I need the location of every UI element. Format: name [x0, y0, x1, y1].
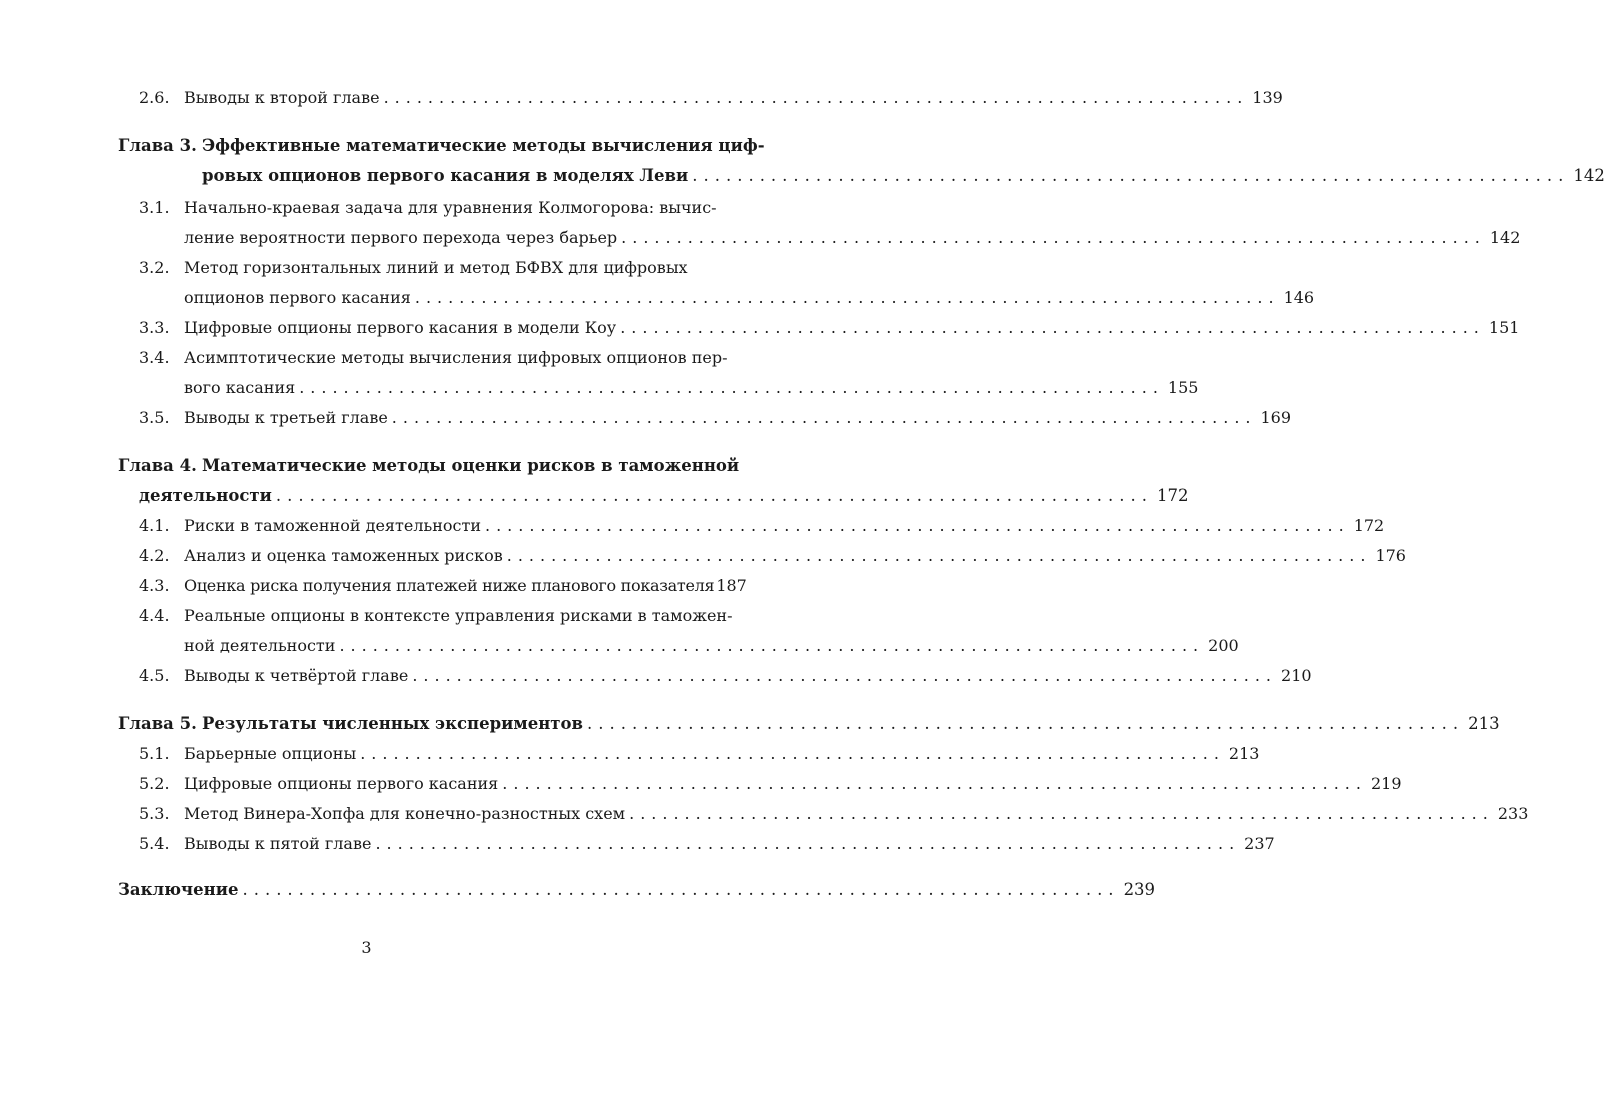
leader-dots: ..............................................................................	[692, 166, 1570, 185]
page-ref: 239	[1123, 880, 1156, 899]
leader-dots: ..............................................................................	[506, 546, 1372, 565]
leader-dots: ..............................................................................	[339, 636, 1205, 655]
toc-entry-3-2-line2	[184, 288, 1315, 308]
leader-dots: ..............................................................................	[586, 714, 1465, 733]
page-ref: 146	[1283, 288, 1315, 307]
chapter-title: Эффективные математические методы вычисления циф-	[202, 136, 765, 155]
page-ref: 210	[1281, 666, 1312, 685]
page-ref: 176	[1375, 546, 1406, 565]
section-title: Выводы к второй главе	[184, 88, 380, 107]
page-ref: 237	[1244, 834, 1275, 853]
section-number: 4.5.	[139, 666, 170, 685]
chapter-number: Глава 4.	[118, 456, 197, 475]
page-ref: 172	[1156, 486, 1189, 505]
toc-entry-4-4-line2	[184, 636, 1239, 656]
toc-entry-4-2	[139, 546, 1406, 566]
page-ref: 172	[1353, 516, 1385, 535]
page-ref: 213	[1468, 714, 1500, 733]
toc-entry-4-3	[139, 576, 747, 596]
leader-dots: ..............................................................................	[391, 408, 1257, 427]
section-number: 5.1.	[139, 744, 170, 763]
section-title: Анализ и оценка таможенных рисков	[184, 546, 503, 565]
page-ref: 213	[1228, 744, 1260, 763]
chapter-number: Глава 3.	[118, 136, 197, 155]
leader-dots: ..............................................................................	[502, 774, 1367, 793]
section-title-cont: опционов первого касания	[184, 288, 411, 307]
section-title: Асимптотические методы вычисления цифровых опционов пер-	[184, 348, 728, 367]
leader-dots: ..............................................................................	[484, 516, 1350, 535]
chapter-title-cont: деятельности	[139, 486, 272, 505]
page-ref: 169	[1260, 408, 1292, 427]
section-number: 3.5.	[139, 408, 170, 427]
toc-chapter-3-line2	[202, 166, 1605, 186]
leader-dots: ..............................................................................	[360, 744, 1225, 763]
toc-entry-3-4-line1	[139, 348, 728, 368]
section-title: Начально-краевая задача для уравнения Колмогорова: вычис-	[184, 198, 717, 217]
section-number: 5.2.	[139, 774, 170, 793]
leader-dots: ..............................................................................	[621, 228, 1486, 247]
leader-dots: ..............................................................................	[242, 880, 1120, 899]
toc-chapter-5	[118, 714, 1500, 734]
page-ref: 151	[1488, 318, 1520, 337]
toc-chapter-4-line1	[118, 456, 740, 476]
chapter-title-cont: ровых опционов первого касания в моделях Леви	[202, 166, 689, 185]
section-number: 4.4.	[139, 606, 170, 625]
section-title: Оценка риска получения платежей ниже планового показателя	[184, 576, 715, 595]
section-title-cont: вого касания	[184, 378, 296, 397]
leader-dots: ..............................................................................	[383, 88, 1249, 107]
section-title: Риски в таможенной деятельности	[184, 516, 481, 535]
section-title: Метод Винера-Хопфа для конечно-разностных схем	[184, 804, 626, 823]
toc-chapter-3-line1	[118, 136, 765, 156]
chapter-title: Математические методы оценки рисков в таможенной	[202, 456, 740, 475]
page-ref: 233	[1497, 804, 1529, 823]
chapter-title: Результаты численных экспериментов	[202, 714, 583, 733]
toc-entry-2-6	[139, 88, 1283, 108]
page-ref: 139	[1252, 88, 1283, 107]
section-title-cont: ной деятельности	[184, 636, 336, 655]
leader-dots: ..............................................................................	[275, 486, 1153, 505]
toc-entry-3-1-line2	[184, 228, 1521, 248]
section-title: Цифровые опционы первого касания в модели Коу	[184, 318, 617, 337]
toc-entry-3-3	[139, 318, 1520, 338]
leader-dots: ..............................................................................	[620, 318, 1485, 337]
page-ref: 155	[1167, 378, 1199, 397]
section-title: Реальные опционы в контексте управления рисками в таможен-	[184, 606, 733, 625]
leader-dots: ..............................................................................	[375, 834, 1241, 853]
page-ref: 142	[1573, 166, 1605, 185]
section-title: Выводы к пятой главе	[184, 834, 372, 853]
leader-dots: ..............................................................................	[412, 666, 1278, 685]
chapter-number: Глава 5.	[118, 714, 197, 733]
leader-dots: ..............................................................................	[299, 378, 1164, 397]
toc-conclusion	[118, 880, 1156, 900]
section-title: Барьерные опционы	[184, 744, 357, 763]
page-number: 3	[361, 938, 372, 957]
section-number: 4.3.	[139, 576, 170, 595]
section-title: Выводы к четвёртой главе	[184, 666, 409, 685]
section-number: 5.4.	[139, 834, 170, 853]
section-number: 3.4.	[139, 348, 170, 367]
section-title-cont: ление вероятности первого перехода через барьер	[184, 228, 618, 247]
section-number: 4.2.	[139, 546, 170, 565]
toc-entry-5-2	[139, 774, 1402, 794]
toc-entry-4-5	[139, 666, 1312, 686]
section-number: 3.3.	[139, 318, 170, 337]
toc-entry-3-1-line1	[139, 198, 717, 218]
page-ref: 200	[1208, 636, 1239, 655]
page-ref: 142	[1489, 228, 1521, 247]
section-number: 4.1.	[139, 516, 170, 535]
section-number: 3.1.	[139, 198, 170, 217]
section-title: Метод горизонтальных линий и метод БФВХ для цифровых	[184, 258, 688, 277]
section-number: 5.3.	[139, 804, 170, 823]
toc-entry-4-1	[139, 516, 1385, 536]
page-ref: 187	[716, 576, 747, 595]
toc-chapter-4-line2	[139, 486, 1189, 506]
section-number: 3.2.	[139, 258, 170, 277]
toc-entry-5-4	[139, 834, 1275, 854]
leader-dots: ..............................................................................	[629, 804, 1494, 823]
toc-entry-3-4-line2	[184, 378, 1199, 398]
conclusion-title: Заключение	[118, 880, 239, 899]
section-number: 2.6.	[139, 88, 170, 107]
toc-entry-3-5	[139, 408, 1292, 428]
toc-entry-5-1	[139, 744, 1260, 764]
toc-entry-4-4-line1	[139, 606, 733, 626]
page-ref: 219	[1370, 774, 1402, 793]
section-title: Выводы к третьей главе	[184, 408, 388, 427]
toc-entry-3-2-line1	[139, 258, 688, 278]
leader-dots: ..............................................................................	[414, 288, 1280, 307]
section-title: Цифровые опционы первого касания	[184, 774, 499, 793]
toc-entry-5-3	[139, 804, 1529, 824]
